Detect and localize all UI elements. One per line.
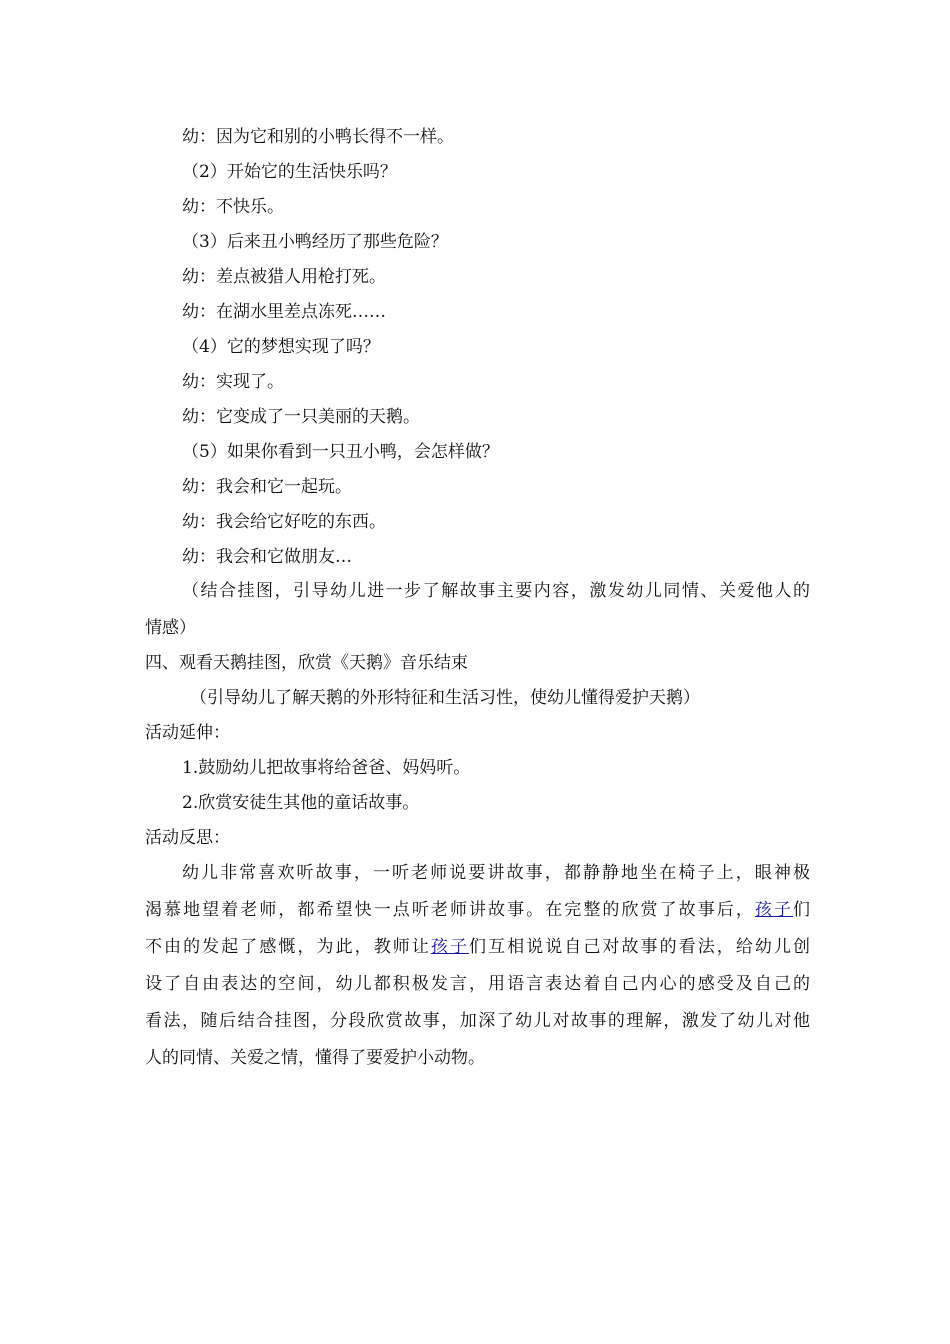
dialog-line-6: 幼：它变成了一只美丽的天鹅。: [182, 407, 420, 427]
reflection-text: 不由的发起了感慨，为此，教师让: [145, 937, 431, 957]
reflection-text: 们: [793, 900, 811, 920]
reflection-text: 们互相说说自己对故事的看法，给幼儿创: [469, 937, 811, 957]
section-4-heading: 四、观看天鹅挂图，欣赏《天鹅》音乐结束: [145, 653, 468, 673]
reflection-line-5: 看法，随后结合挂图，分段欣赏故事，加深了幼儿对故事的理解，激发了幼儿对他: [145, 1011, 810, 1031]
dialog-line-9: 幼：我会和它做朋友…: [182, 547, 352, 567]
dialog-line-1: 幼：因为它和别的小鸭长得不一样。: [182, 127, 454, 147]
reflection-line-1: 幼儿非常喜欢听故事，一听老师说要讲故事，都静静地坐在椅子上，眼神极: [182, 863, 810, 883]
child-link[interactable]: 孩子: [754, 900, 794, 920]
reflection-text: 渴慕地望着老师，都希望快一点听老师讲故事。在完整的欣赏了故事后，: [145, 900, 755, 920]
extension-item-2: 2.欣赏安徒生其他的童话故事。: [182, 793, 420, 813]
guidance-note-line-2: 情感）: [145, 618, 196, 638]
reflection-line-2: [145, 897, 810, 923]
child-link[interactable]: 孩子: [430, 937, 470, 957]
dialog-question-4: （4）它的梦想实现了吗？: [182, 337, 380, 357]
dialog-line-3: 幼：差点被猎人用枪打死。: [182, 267, 386, 287]
reflection-heading: 活动反思：: [145, 828, 230, 848]
dialog-line-8: 幼：我会给它好吃的东西。: [182, 512, 386, 532]
dialog-question-3: （3）后来丑小鸭经历了那些危险？: [182, 232, 448, 252]
dialog-line-2: 幼：不快乐。: [182, 197, 284, 217]
reflection-line-4: 设了自由表达的空间，幼儿都积极发言，用语言表达着自己内心的感受及自己的: [145, 974, 810, 994]
reflection-line-3: [145, 934, 810, 960]
extension-item-1: 1.鼓励幼儿把故事将给爸爸、妈妈听。: [182, 758, 471, 778]
guidance-note-line-1: （结合挂图，引导幼儿进一步了解故事主要内容，激发幼儿同情、关爱他人的: [182, 581, 810, 601]
section-4-note: （引导幼儿了解天鹅的外形特征和生活习性，使幼儿懂得爱护天鹅）: [190, 688, 700, 708]
dialog-question-2: （2）开始它的生活快乐吗？: [182, 162, 397, 182]
dialog-line-5: 幼：实现了。: [182, 372, 284, 392]
reflection-line-6: 人的同情、关爱之情，懂得了要爱护小动物。: [145, 1048, 485, 1068]
dialog-line-4: 幼：在湖水里差点冻死……: [182, 302, 386, 322]
extension-heading: 活动延伸：: [145, 723, 230, 743]
dialog-question-5: （5）如果你看到一只丑小鸭，会怎样做？: [182, 442, 499, 462]
dialog-line-7: 幼：我会和它一起玩。: [182, 477, 352, 497]
